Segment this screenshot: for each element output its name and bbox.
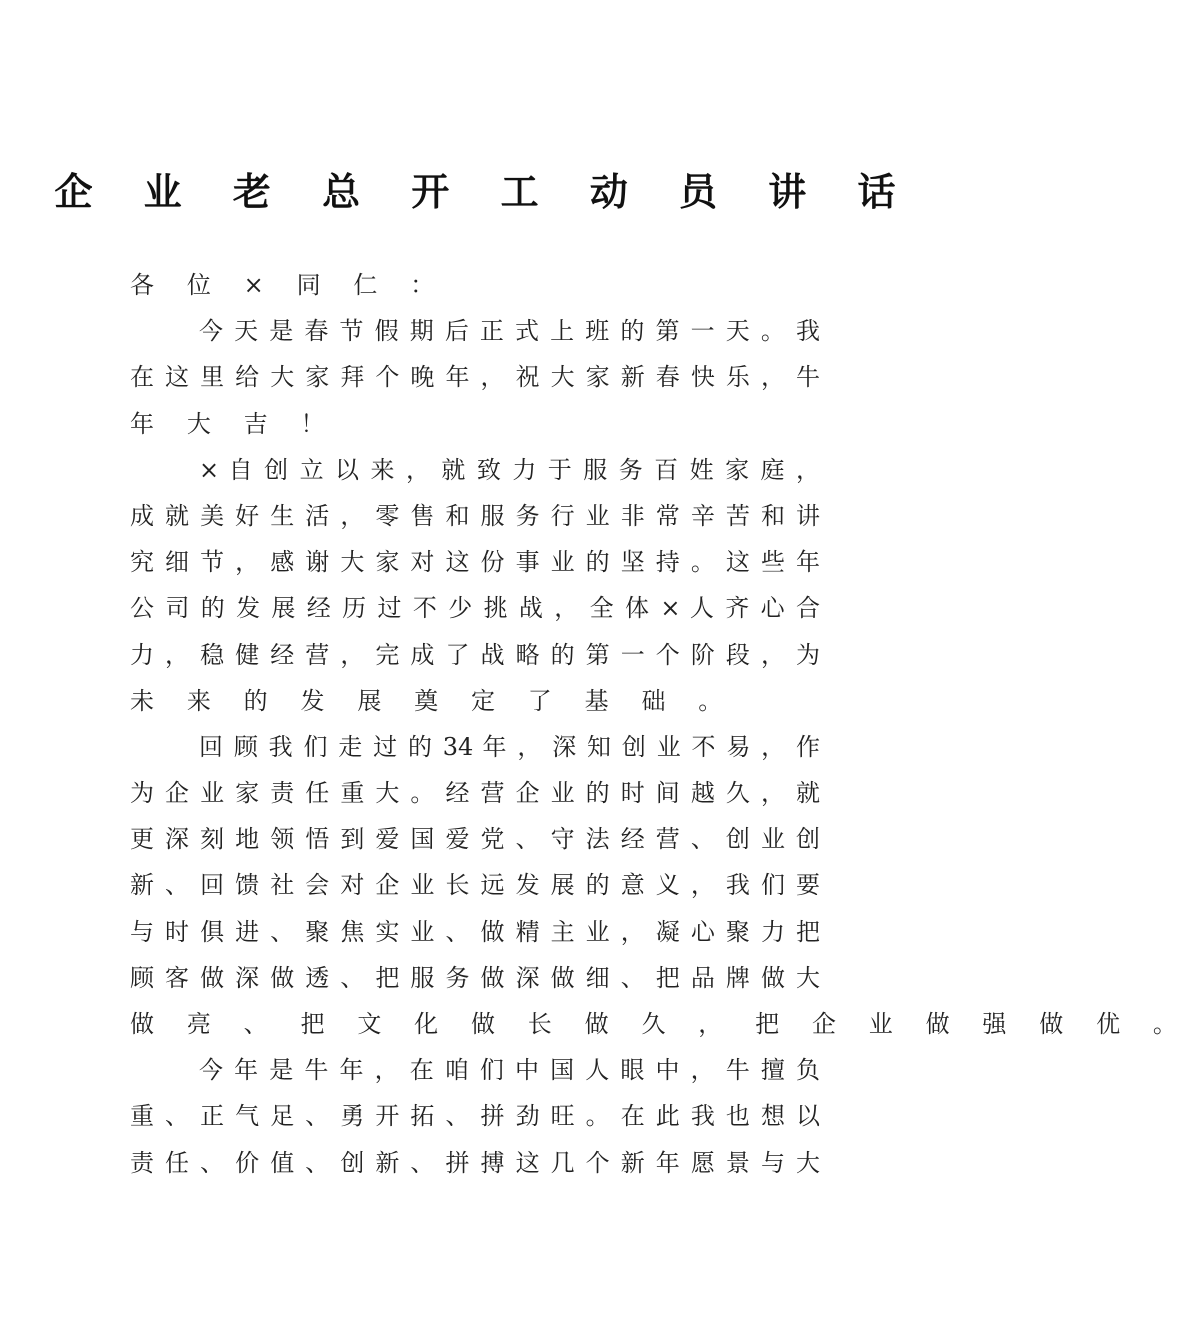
document-title: 企 业 老 总 开 工 动 员 讲 话 <box>54 169 915 214</box>
paragraph-2-line-2: 成 就 美 好 生 活 ， 零 售 和 服 务 行 业 非 常 辛 苦 和 讲 <box>130 501 820 530</box>
paragraph-4-line-3: 责 任 、 价 值 、 创 新 、 拼 搏 这 几 个 新 年 愿 景 与 大 <box>130 1148 820 1177</box>
salutation-line: 各 位 × 同 仁 ： <box>130 271 447 299</box>
paragraph-3-line-4: 新 、 回 馈 社 会 对 企 业 长 远 发 展 的 意 义 ， 我 们 要 <box>130 871 820 900</box>
paragraph-1-line-1: 今 天 是 春 节 假 期 后 正 式 上 班 的 第 一 天 。 我 <box>199 317 820 346</box>
paragraph-3-line-3: 更 深 刻 地 领 悟 到 爱 国 爱 党 、 守 法 经 营 、 创 业 创 <box>130 825 820 854</box>
paragraph-2-line-4: 公 司 的 发 展 经 历 过 不 少 挑 战 ， 全 体 × 人 齐 心 合 <box>130 594 820 623</box>
paragraph-3-line-6: 顾 客 做 深 做 透 、 把 服 务 做 深 做 细 、 把 品 牌 做 大 <box>130 963 820 992</box>
paragraph-3-line-1: 回 顾 我 们 走 过 的 34 年 ， 深 知 创 业 不 易 ， 作 <box>199 732 820 761</box>
document-body <box>130 262 1190 1186</box>
paragraph-3-line-2: 为 企 业 家 责 任 重 大 。 经 营 企 业 的 时 间 越 久 ， 就 <box>130 779 820 808</box>
paragraph-3-line-7: 做 亮 、 把 文 化 做 长 做 久 ， 把 企 业 做 强 做 优 。 <box>130 1010 1190 1038</box>
paragraph-2-line-3: 究 细 节 ， 感 谢 大 家 对 这 份 事 业 的 坚 持 。 这 些 年 <box>130 548 820 577</box>
paragraph-2-line-5: 力 ， 稳 健 经 营 ， 完 成 了 战 略 的 第 一 个 阶 段 ， 为 <box>130 640 820 669</box>
paragraph-2-line-1: × 自 创 立 以 来 ， 就 致 力 于 服 务 百 姓 家 庭 ， <box>199 455 820 484</box>
paragraph-1-line-2: 在 这 里 给 大 家 拜 个 晚 年 ， 祝 大 家 新 春 快 乐 ， 牛 <box>130 363 820 392</box>
paragraph-3-line-5: 与 时 俱 进 、 聚 焦 实 业 、 做 精 主 业 ， 凝 心 聚 力 把 <box>130 917 820 946</box>
paragraph-1-line-3: 年 大 吉 ！ <box>130 409 338 438</box>
paragraph-2-line-6: 未 来 的 发 展 奠 定 了 基 础 。 <box>130 686 735 715</box>
paragraph-4-line-2: 重 、 正 气 足 、 勇 开 拓 、 拼 劲 旺 。 在 此 我 也 想 以 <box>130 1102 820 1131</box>
paragraph-4-line-1: 今 年 是 牛 年 ， 在 咱 们 中 国 人 眼 中 ， 牛 擅 负 <box>199 1056 820 1085</box>
